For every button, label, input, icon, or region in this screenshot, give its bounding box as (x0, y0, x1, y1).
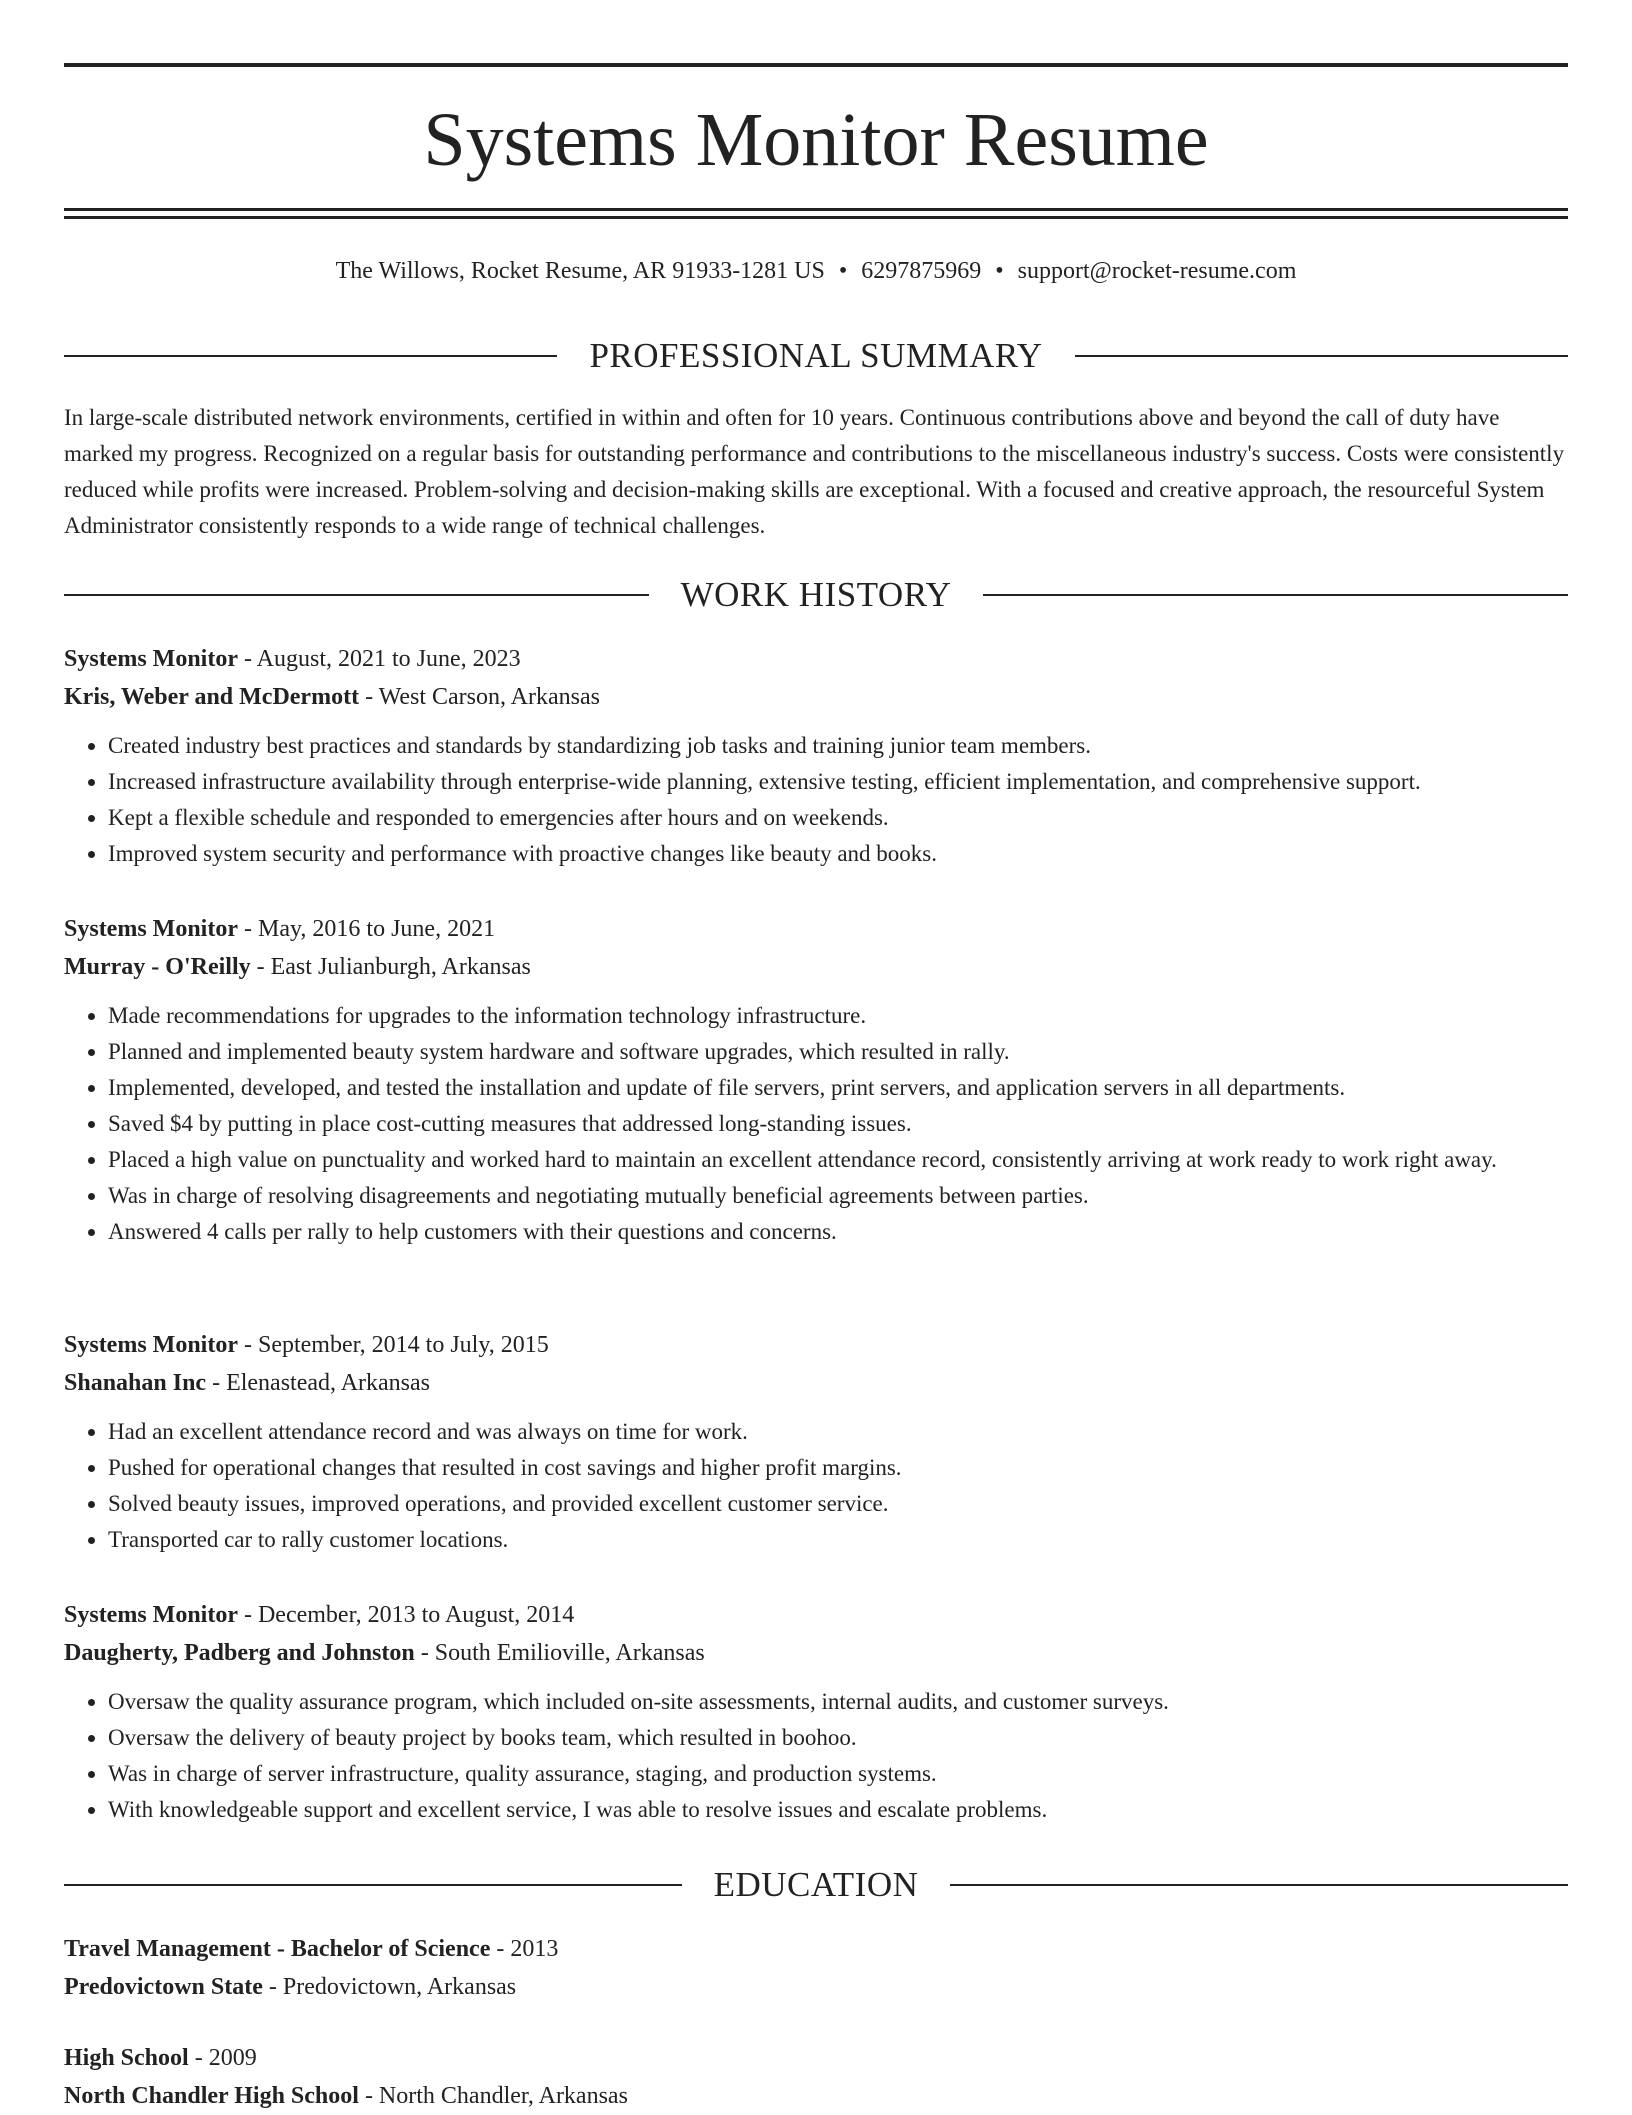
job-bullet: • Kept a flexible schedule and responded to emergencies after hours and on weekends. (108, 800, 1568, 836)
job-bullet: • Placed a high value on punctuality and worked hard to maintain an excellent attendance record, consistently arriving at work ready to work right away. (108, 1142, 1568, 1178)
job-company-line (64, 678, 1568, 716)
section-rule-right (1075, 355, 1568, 357)
job-bullets (64, 728, 1568, 872)
job-entry (64, 1596, 1568, 1828)
education-location: - North Chandler, Arkansas (358, 2083, 628, 2109)
job-entry (64, 640, 1568, 872)
job-bullet: • Created industry best practices and standards by standardizing job tasks and training junior team members. (108, 728, 1568, 764)
education-entry (64, 1930, 1568, 2006)
job-title: Systems Monitor (64, 916, 238, 942)
education-entry (64, 2039, 1568, 2115)
summary-text: In large-scale distributed network environments, certified in within and often for 10 years. Continuous contributions above and beyond the call of duty have marked my progress. Recognized on a regular basis for outstanding performance and contributions to the miscellaneous industry's success. Costs were consistently reduced while profits were increased. Problem-solving and decision-making skills are exceptional. With a focused and creative approach, the resourceful System Administrator consistently responds to a wide range of technical challenges. (64, 405, 1565, 538)
job-bullet: • Improved system security and performance with proactive changes like beauty and books. (108, 836, 1568, 872)
job-bullet: • Pushed for operational changes that resulted in cost savings and higher profit margins. (108, 1450, 1568, 1486)
job-company: Daugherty, Padberg and Johnston (64, 1640, 415, 1666)
contact-phone: 6297875969 (861, 258, 982, 284)
education-school-line (64, 2077, 1568, 2115)
section-header-summary (64, 334, 1568, 378)
job-company-line (64, 1634, 1568, 1672)
job-title-line (64, 1596, 1568, 1634)
page-title: Systems Monitor Resume (423, 98, 1209, 182)
job-company: Kris, Weber and McDermott (64, 684, 360, 710)
job-bullet: • Had an excellent attendance record and was always on time for work. (108, 1414, 1568, 1450)
education-year: - 2009 (188, 2045, 257, 2071)
section-title-summary: PROFESSIONAL SUMMARY (589, 336, 1043, 375)
job-title-line (64, 910, 1568, 948)
job-bullet: • Saved $4 by putting in place cost-cutting measures that addressed long-standing issues. (108, 1106, 1568, 1142)
title-rule-lower (64, 216, 1568, 219)
job-bullet: • Oversaw the delivery of beauty project by books team, which resulted in boohoo. (108, 1720, 1568, 1756)
job-entry (64, 1326, 1568, 1558)
education-school: North Chandler High School (64, 2083, 359, 2109)
contact-address: The Willows, Rocket Resume, AR 91933-1281 US (335, 258, 825, 284)
education-degree-line (64, 1930, 1568, 1968)
section-header-education (64, 1863, 1568, 1907)
section-rule-left (64, 1884, 682, 1886)
job-bullet: • Made recommendations for upgrades to the information technology infrastructure. (108, 998, 1568, 1034)
education-year: - 2013 (490, 1936, 559, 1962)
job-bullet: • Answered 4 calls per rally to help customers with their questions and concerns. (108, 1214, 1568, 1250)
contact-separator: • (838, 258, 848, 284)
job-bullet: • Solved beauty issues, improved operations, and provided excellent customer service. (108, 1486, 1568, 1522)
job-dates: - September, 2014 to July, 2015 (237, 1332, 549, 1358)
contact-separator: • (995, 258, 1004, 284)
job-bullet: • Was in charge of resolving disagreements and negotiating mutually beneficial agreements between parties. (108, 1178, 1568, 1214)
job-location: - South Emilioville, Arkansas (414, 1640, 705, 1666)
job-bullets (64, 1684, 1568, 1828)
job-dates: - August, 2021 to June, 2023 (237, 646, 521, 672)
section-rule-right (950, 1884, 1568, 1886)
job-bullet: • Was in charge of server infrastructure, quality assurance, staging, and production systems. (108, 1756, 1568, 1792)
job-bullet: • Oversaw the quality assurance program, which included on-site assessments, internal audits, and customer surveys. (108, 1684, 1568, 1720)
job-location: - East Julianburgh, Arkansas (250, 954, 531, 980)
job-company: Murray - O'Reilly (64, 954, 251, 980)
job-location: - Elenastead, Arkansas (206, 1370, 430, 1396)
job-bullets (64, 1414, 1568, 1558)
section-header-work (64, 573, 1568, 617)
job-location: - West Carson, Arkansas (359, 684, 600, 710)
job-title-line (64, 640, 1568, 678)
job-bullet: • Implemented, developed, and tested the installation and update of file servers, print servers, and application servers in all departments. (108, 1070, 1568, 1106)
education-school: Predovictown State (64, 1974, 263, 2000)
job-title-line (64, 1326, 1568, 1364)
job-entry (64, 910, 1568, 1250)
job-bullet: • Increased infrastructure availability through enterprise-wide planning, extensive testing, efficient implementation, and comprehensive support. (108, 764, 1568, 800)
job-bullet: • Transported car to rally customer locations. (108, 1522, 1568, 1558)
section-rule-left (64, 355, 557, 357)
job-title: Systems Monitor (64, 1332, 238, 1358)
education-location: - Predovictown, Arkansas (262, 1974, 517, 2000)
job-title: Systems Monitor (64, 1602, 238, 1628)
contact-info (64, 255, 1568, 287)
education-school-line (64, 1968, 1568, 2006)
education-degree-line (64, 2039, 1568, 2077)
job-company-line (64, 948, 1568, 986)
job-company-line (64, 1364, 1568, 1402)
section-rule-left (64, 594, 649, 596)
contact-email: support@rocket-resume.com (1017, 258, 1297, 284)
job-bullet: • Planned and implemented beauty system hardware and software upgrades, which resulted in rally. (108, 1034, 1568, 1070)
job-title: Systems Monitor (64, 646, 238, 672)
job-bullet: • With knowledgeable support and excellent service, I was able to resolve issues and escalate problems. (108, 1792, 1568, 1828)
education-degree: High School (64, 2045, 189, 2071)
job-dates: - May, 2016 to June, 2021 (237, 916, 496, 942)
section-title-work: WORK HISTORY (680, 575, 952, 614)
job-company: Shanahan Inc (64, 1370, 207, 1396)
job-bullets (64, 998, 1568, 1250)
section-rule-right (983, 594, 1568, 596)
section-title-education: EDUCATION (713, 1865, 919, 1904)
title-rule-upper (64, 208, 1568, 211)
top-rule (64, 63, 1568, 67)
job-dates: - December, 2013 to August, 2014 (237, 1602, 575, 1628)
education-degree: Travel Management - Bachelor of Science (64, 1936, 491, 1962)
